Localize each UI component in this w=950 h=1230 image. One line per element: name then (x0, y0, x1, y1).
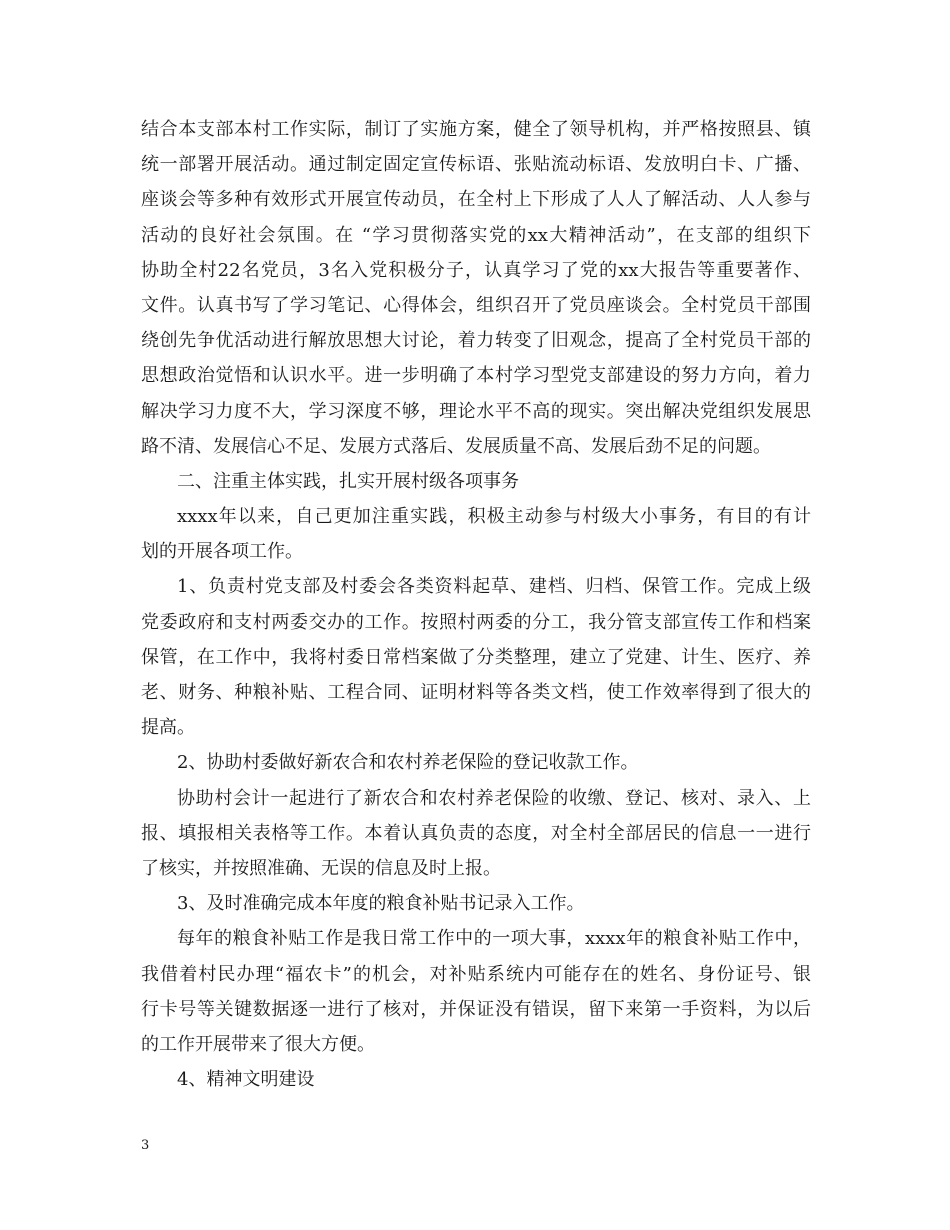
text-line: 结合本支部本村工作实际，制订了实施方案，健全了领导机构，并严格按照县、镇 (141, 119, 811, 140)
text-line: 每年的粮食补贴工作是我日常工作中的一项大事，xxxx年的粮食补贴工作中， (177, 928, 811, 950)
text-line: 报、填报相关表格等工作。本着认真负责的态度，对全村全部居民的信息一一进行 (141, 822, 811, 844)
text-line: 座谈会等多种有效形式开展宣传动员，在全村上下形成了人人了解活动、人人参与 (141, 189, 811, 211)
text-line: 我借着村民办理“福农卡”的机会，对补贴系统内可能存在的姓名、身份证号、银 (141, 963, 811, 985)
document-body (141, 112, 811, 1097)
text-line: 4、精神文明建设 (177, 1069, 315, 1091)
text-line: 2、协助村委做好新农合和农村养老保险的登记收款工作。 (177, 752, 639, 774)
page-number: 3 (141, 1138, 150, 1153)
text-line: 了核实，并按照准确、无误的信息及时上报。 (141, 857, 501, 879)
text-line: 的工作开展带来了很大方便。 (141, 1033, 375, 1055)
text-line: 1、负责村党支部及村委会各类资料起草、建档、归档、保管工作。完成上级 (177, 576, 811, 598)
text-line: 活动的良好社会氛围。在 “学习贯彻落实党的xx大精神活动”，在支部的组织下 (141, 224, 811, 246)
paragraph (141, 499, 811, 569)
paragraph (141, 781, 811, 887)
text-line: 协助全村22名党员，3名入党积极分子，认真学习了党的xx大报告等重要著作、 (141, 259, 811, 281)
text-line: 统一部署开展活动。通过制定固定宣传标语、张贴流动标语、发放明白卡、广播、 (141, 154, 811, 176)
text-line: 路不清、发展信心不足、发展方式落后、发展质量不高、发展后劲不足的问题。 (141, 435, 771, 457)
text-line: xxxx年以来，自己更加注重实践，积极主动参与村级大小事务，有目的有计 (177, 506, 811, 528)
text-line: 文件。认真书写了学习笔记、心得体会，组织召开了党员座谈会。全村党员干部围 (141, 294, 811, 316)
text-line: 划的开展各项工作。 (141, 541, 303, 563)
text-line: 行卡号等关键数据逐一进行了核对，并保证没有错误，留下来第一手资料，为以后 (141, 998, 811, 1020)
paragraph (141, 569, 811, 745)
text-line: 绕创先争优活动进行解放思想大讨论，着力转变了旧观念，提高了全村党员干部的 (141, 330, 811, 352)
text-line: 党委政府和支村两委交办的工作。按照村两委的分工，我分管支部宣传工作和档案 (141, 611, 811, 633)
paragraph (141, 921, 811, 1062)
text-line: 二、注重主体实践，扎实开展村级各项事务 (177, 470, 519, 492)
paragraph (141, 112, 811, 464)
text-line: 协助村会计一起进行了新农合和农村养老保险的收缴、登记、核对、录入、上 (177, 787, 811, 809)
item-heading (141, 1062, 811, 1097)
text-line: 解决学习力度不大，学习深度不够，理论水平不高的现实。突出解决党组织发展思 (141, 400, 811, 422)
section-heading (141, 464, 811, 499)
text-line: 提高。 (141, 717, 195, 739)
text-line: 保管，在工作中，我将村委日常档案做了分类整理，建立了党建、计生、医疗、养 (141, 646, 811, 668)
text-line: 老、财务、种粮补贴、工程合同、证明材料等各类文档，使工作效率得到了很大的 (141, 682, 811, 703)
text-line: 3、及时准确完成本年度的粮食补贴书记录入工作。 (177, 893, 585, 915)
text-line: 思想政治觉悟和认识水平。进一步明确了本村学习型党支部建设的努力方向，着力 (141, 365, 811, 387)
item-heading (141, 886, 811, 921)
item-heading (141, 745, 811, 780)
